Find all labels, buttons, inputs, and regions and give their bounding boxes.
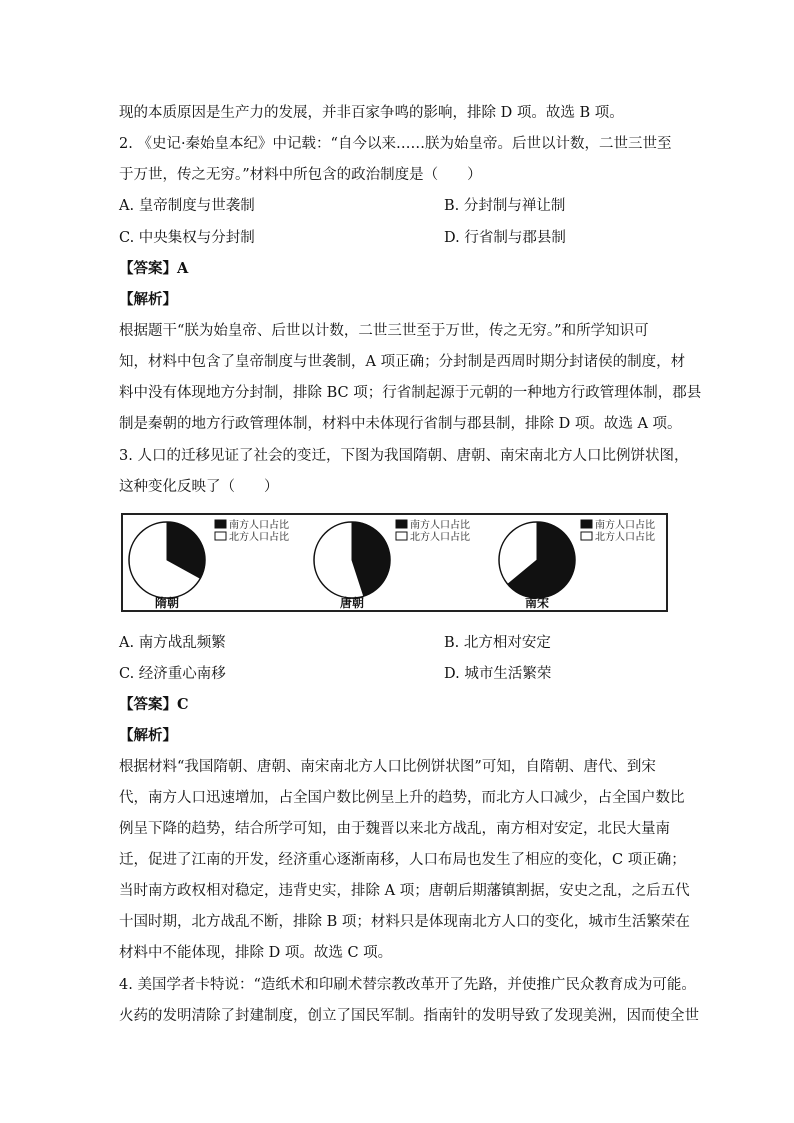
q4-stem-line-1: 4. 美国学者卡特说：“造纸术和印刷术替宗教改革开了先路，并使推广民众教育成为可能。 bbox=[119, 977, 696, 993]
q2-analysis-line-3: 料中没有体现地方分封制，排除 BC 项；行省制起源于元朝的一种地方行政管理体制，郡县 bbox=[119, 385, 702, 401]
q2-option-d: D. 行省制与郡县制 bbox=[444, 230, 566, 246]
q3-analysis-line-5: 当时南方政权相对稳定，违背史实，排除 A 项；唐朝后期藩镇割据，安史之乱，之后五代 bbox=[119, 883, 690, 899]
q1-analysis-tail: 现的本质原因是生产力的发展，并非百家争鸣的影响，排除 D 项。故选 B 项。 bbox=[119, 105, 624, 121]
q2-analysis-line-1: 根据题干“朕为始皇帝、后世以计数，二世三世至于万世，传之无穷。”和所学知识可 bbox=[119, 323, 649, 339]
legend-north-label: 北方人口占比 bbox=[595, 532, 655, 543]
q4-stem-line-2: 火药的发明清除了封建制度，创立了国民军制。指南针的发明导致了发现美洲，因而使全世 bbox=[119, 1008, 699, 1024]
q2-option-a: A. 皇帝制度与世袭制 bbox=[119, 198, 255, 214]
legend-south-label: 南方人口占比 bbox=[410, 520, 470, 531]
q2-answer: 【答案】A bbox=[119, 260, 189, 277]
q3-analysis-line-7: 材料中不能体现，排除 D 项。故选 C 项。 bbox=[119, 945, 393, 961]
q2-option-b: B. 分封制与禅让制 bbox=[444, 198, 566, 214]
legend-south-swatch bbox=[215, 520, 226, 528]
q3-analysis-line-3: 例呈下降的趋势，结合所学可知，由于魏晋以来北方战乱，南方相对安定，北民大量南 bbox=[119, 821, 670, 837]
pie-charts-svg bbox=[123, 515, 666, 610]
legend-north-label: 北方人口占比 bbox=[229, 532, 289, 543]
pie-label: 南宋 bbox=[524, 596, 550, 610]
q2-analysis-line-4: 制是秦朝的地方行政管理体制，材料中未体现行省制与郡县制，排除 D 项。故选 A 项。 bbox=[119, 416, 682, 432]
legend-north-swatch bbox=[581, 532, 592, 540]
legend-north-swatch bbox=[396, 532, 407, 540]
legend-south-swatch bbox=[396, 520, 407, 528]
q2-analysis-line-2: 知，材料中包含了皇帝制度与世袭制，A 项正确；分封制是西周时期分封诸侯的制度，材 bbox=[119, 354, 686, 370]
q3-analysis-label: 【解析】 bbox=[119, 727, 177, 744]
legend-south-swatch bbox=[581, 520, 592, 528]
q3-analysis-line-1: 根据材料“我国隋朝、唐朝、南宋南北方人口比例饼状图”可知，自隋朝、唐代、到宋 bbox=[119, 759, 656, 775]
q2-analysis-label: 【解析】 bbox=[119, 291, 177, 308]
q3-option-c: C. 经济重心南移 bbox=[119, 666, 226, 682]
q2-stem-line-1: 2. 《史记·秦始皇本纪》中记载：“自今以来……朕为始皇帝。后世以计数，二世三世至 bbox=[119, 136, 672, 152]
q3-option-d: D. 城市生活繁荣 bbox=[444, 666, 552, 682]
legend-north-swatch bbox=[215, 532, 226, 540]
q2-option-c: C. 中央集权与分封制 bbox=[119, 230, 255, 246]
population-pie-figure bbox=[121, 513, 668, 612]
q2-stem-line-2: 于万世，传之无穷。”材料中所包含的政治制度是（ ） bbox=[119, 167, 482, 183]
pie-label: 隋朝 bbox=[154, 596, 180, 610]
q3-analysis-line-6: 十国时期，北方战乱不断，排除 B 项；材料只是体现南北方人口的变化，城市生活繁荣在 bbox=[119, 914, 690, 930]
legend-south-label: 南方人口占比 bbox=[595, 520, 655, 531]
q3-analysis-line-4: 迁，促进了江南的开发，经济重心逐渐南移，人口布局也发生了相应的变化，C 项正确； bbox=[119, 852, 686, 868]
q3-analysis-line-2: 代，南方人口迅速增加，占全国户数比例呈上升的趋势，而北方人口减少，占全国户数比 bbox=[119, 790, 685, 806]
q3-stem-line-1: 3. 人口的迁移见证了社会的变迁，下图为我国隋朝、唐朝、南宋南北方人口比例饼状图， bbox=[119, 448, 689, 464]
q3-option-a: A. 南方战乱频繁 bbox=[119, 635, 226, 651]
legend-south-label: 南方人口占比 bbox=[229, 520, 289, 531]
q3-option-b: B. 北方相对安定 bbox=[444, 635, 551, 651]
q3-stem-line-2: 这种变化反映了（ ） bbox=[119, 479, 279, 495]
pie-label: 唐朝 bbox=[339, 596, 365, 610]
legend-north-label: 北方人口占比 bbox=[410, 532, 470, 543]
q3-answer: 【答案】C bbox=[119, 696, 189, 713]
